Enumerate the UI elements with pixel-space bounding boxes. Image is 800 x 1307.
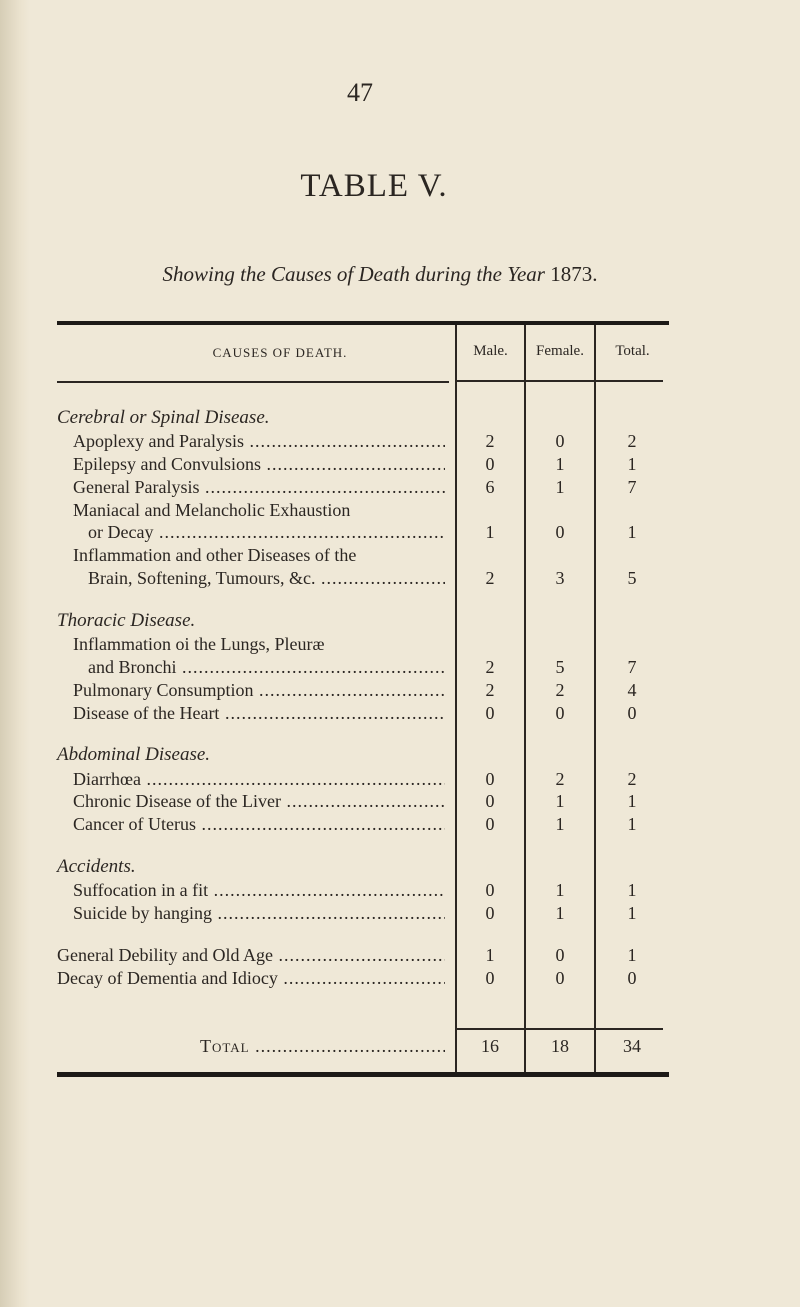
subtitle-year: 1873.	[550, 262, 598, 286]
total-male: 16	[481, 1036, 499, 1056]
section-heading: Abdominal Disease.	[57, 744, 211, 765]
header-male: Male.	[473, 343, 508, 359]
cell-male: 0	[485, 968, 495, 988]
cell-male: 6	[485, 477, 495, 497]
header-rule-numbers	[455, 380, 663, 382]
row-label: Diarrhœa .....	[73, 769, 445, 790]
total-label: Total .....	[200, 1036, 445, 1057]
cell-female: 0	[555, 431, 565, 451]
cell-male: 0	[485, 703, 495, 723]
cell-total: 1	[627, 454, 637, 474]
cell-male: 1	[485, 522, 495, 542]
cell-female: 2	[555, 769, 565, 789]
cell-female: 0	[555, 968, 565, 988]
cell-total: 0	[627, 703, 637, 723]
header-female: Female.	[536, 343, 584, 359]
row-label: Disease of the Heart .....	[73, 703, 445, 724]
cell-total: 1	[627, 814, 637, 834]
row-label: Pulmonary Consumption .....	[73, 680, 445, 701]
cell-male: 0	[485, 791, 495, 811]
cell-female: 1	[555, 477, 565, 497]
cell-total: 7	[627, 657, 637, 677]
cell-female: 0	[555, 522, 565, 542]
row-label: or Decay .....	[88, 522, 445, 543]
table-title: TABLE V.	[300, 168, 448, 204]
bottom-rule	[57, 1072, 669, 1077]
cell-female: 1	[555, 814, 565, 834]
row-label-line1: Inflammation oi the Lungs, Pleuræ	[73, 634, 325, 654]
row-label: Cancer of Uterus .....	[73, 814, 445, 835]
subtitle-text: Showing the Causes of Death during the Year	[162, 262, 545, 286]
row-label: General Paralysis .....	[73, 477, 445, 498]
cell-female: 3	[555, 568, 565, 588]
cell-male: 0	[485, 769, 495, 789]
section-heading: Accidents.	[57, 856, 136, 877]
row-label: and Bronchi .....	[88, 657, 445, 678]
total-rule	[455, 1028, 663, 1030]
cell-male: 2	[485, 568, 495, 588]
cell-female: 0	[555, 703, 565, 723]
header-total: Total.	[615, 343, 650, 359]
cell-female: 2	[555, 680, 565, 700]
row-label: Brain, Softening, Tumours, &c. .....	[88, 568, 445, 589]
cell-male: 2	[485, 431, 495, 451]
cell-total: 2	[627, 769, 637, 789]
row-label: Suicide by hanging .....	[73, 903, 445, 924]
cell-total: 2	[627, 431, 637, 451]
cell-male: 0	[485, 814, 495, 834]
row-label: Epilepsy and Convulsions .....	[73, 454, 445, 475]
header-rule-causes	[57, 381, 449, 383]
column-divider-male	[455, 325, 457, 1072]
page-number: 47	[347, 78, 373, 107]
cell-male: 0	[485, 880, 495, 900]
total-total: 34	[623, 1036, 641, 1056]
cell-total: 1	[627, 880, 637, 900]
cell-female: 5	[555, 657, 565, 677]
cell-female: 0	[555, 945, 565, 965]
cell-total: 7	[627, 477, 637, 497]
cell-male: 1	[485, 945, 495, 965]
cell-total: 1	[627, 791, 637, 811]
cell-female: 1	[555, 454, 565, 474]
cell-total: 1	[627, 903, 637, 923]
cell-female: 1	[555, 880, 565, 900]
cell-total: 4	[627, 680, 637, 700]
table-subtitle	[80, 262, 680, 287]
row-label: Suffocation in a fit .....	[73, 880, 445, 901]
top-rule	[57, 321, 669, 325]
cell-male: 2	[485, 680, 495, 700]
cell-male: 0	[485, 454, 495, 474]
row-label-line1: Maniacal and Melancholic Exhaustion	[73, 500, 351, 520]
page-edge-shadow	[0, 0, 30, 1307]
row-label: Apoplexy and Paralysis .....	[73, 431, 445, 452]
total-female: 18	[551, 1036, 569, 1056]
cell-female: 1	[555, 903, 565, 923]
cell-total: 0	[627, 968, 637, 988]
row-label-line1: Inflammation and other Diseases of the	[73, 545, 357, 565]
cell-male: 2	[485, 657, 495, 677]
section-heading: Thoracic Disease.	[57, 610, 196, 631]
cell-total: 1	[627, 945, 637, 965]
row-label: Decay of Dementia and Idiocy .....	[57, 968, 445, 989]
cell-female: 1	[555, 791, 565, 811]
cell-male: 0	[485, 903, 495, 923]
section-heading: Cerebral or Spinal Disease.	[57, 407, 270, 428]
header-causes: CAUSES OF DEATH.	[212, 345, 348, 360]
row-label: Chronic Disease of the Liver .....	[73, 791, 445, 812]
cell-total: 1	[627, 522, 637, 542]
cell-total: 5	[627, 568, 637, 588]
row-label: General Debility and Old Age .....	[57, 945, 445, 966]
column-divider-female	[524, 325, 526, 1072]
column-divider-total	[594, 325, 596, 1072]
